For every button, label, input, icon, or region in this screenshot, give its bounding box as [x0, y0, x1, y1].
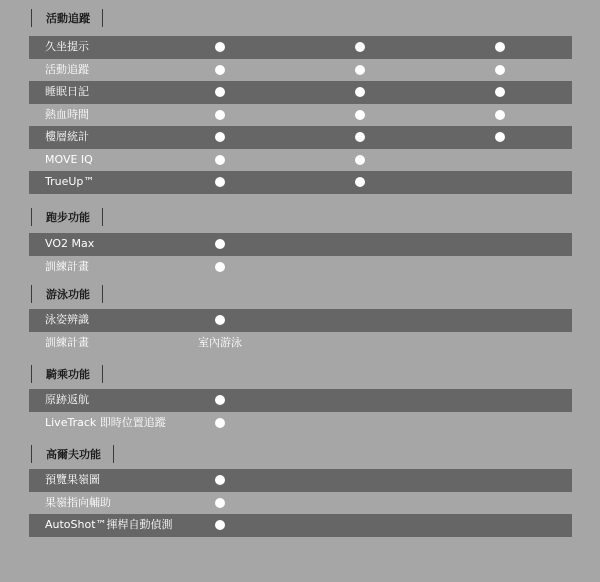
feature-label: 久坐提示 [45, 40, 89, 53]
feature-row [29, 233, 572, 256]
supported-dot-icon [215, 395, 225, 405]
section-swimming [29, 282, 572, 354]
feature-row [29, 126, 572, 149]
supported-dot-icon [215, 177, 225, 187]
divider [102, 208, 103, 226]
divider [102, 285, 103, 303]
feature-label: TrueUp™ [45, 175, 95, 188]
feature-label: 活動追蹤 [45, 62, 89, 76]
supported-dot-icon [495, 87, 505, 97]
section-title: 高爾夫功能 [46, 448, 101, 461]
supported-dot-icon [215, 520, 225, 530]
feature-row [29, 171, 572, 194]
supported-dot-icon [355, 177, 365, 187]
feature-label: 泳姿辨識 [45, 313, 89, 326]
supported-dot-icon [495, 110, 505, 120]
supported-dot-icon [355, 155, 365, 165]
section-header [29, 282, 572, 306]
section-title: 跑步功能 [46, 211, 90, 224]
feature-row [29, 412, 572, 435]
supported-dot-icon [355, 110, 365, 120]
divider [102, 365, 103, 383]
section-running [29, 205, 572, 278]
supported-dot-icon [495, 132, 505, 142]
supported-dot-icon [495, 65, 505, 75]
feature-row [29, 389, 572, 412]
supported-dot-icon [355, 87, 365, 97]
supported-dot-icon [215, 132, 225, 142]
supported-dot-icon [215, 262, 225, 272]
divider [31, 365, 32, 383]
supported-dot-icon [215, 87, 225, 97]
feature-row [29, 59, 572, 82]
section-header [29, 205, 572, 229]
section-header [29, 6, 572, 30]
feature-row [29, 256, 572, 279]
divider [31, 285, 32, 303]
feature-label: 熱血時間 [45, 107, 89, 121]
supported-dot-icon [215, 155, 225, 165]
divider [113, 445, 114, 463]
divider [31, 445, 32, 463]
feature-row [29, 36, 572, 59]
supported-dot-icon [355, 65, 365, 75]
feature-label: VO2 Max [45, 237, 95, 250]
supported-dot-icon [215, 315, 225, 325]
supported-dot-icon [215, 475, 225, 485]
feature-label: LiveTrack 即時位置追蹤 [45, 415, 166, 429]
feature-label: MOVE IQ [45, 152, 93, 166]
feature-label: 訓練計畫 [45, 335, 89, 349]
feature-label: 果嶺指向輔助 [45, 495, 111, 509]
section-title: 游泳功能 [46, 288, 90, 301]
feature-label: 訓練計畫 [45, 259, 89, 273]
supported-dot-icon [215, 418, 225, 428]
divider [102, 9, 103, 27]
supported-dot-icon [355, 42, 365, 52]
feature-row [29, 469, 572, 492]
supported-dot-icon [355, 132, 365, 142]
feature-value: 室內游泳 [198, 335, 242, 349]
section-cycling [29, 362, 572, 434]
section-title: 騎乘功能 [46, 368, 90, 381]
feature-label: AutoShot™揮桿自動偵測 [45, 518, 173, 531]
feature-label: 樓層統計 [45, 130, 89, 143]
feature-row [29, 81, 572, 104]
section-title: 活動追蹤 [46, 12, 90, 25]
feature-label: 原跡返航 [45, 393, 89, 406]
section-golf [29, 442, 572, 537]
supported-dot-icon [215, 498, 225, 508]
section-header [29, 442, 572, 466]
feature-label: 預覽果嶺圖 [45, 473, 100, 486]
feature-row [29, 309, 572, 332]
supported-dot-icon [215, 110, 225, 120]
feature-row [29, 492, 572, 515]
feature-row [29, 514, 572, 537]
divider [31, 208, 32, 226]
supported-dot-icon [495, 42, 505, 52]
section-activity-tracking [29, 6, 572, 194]
feature-row [29, 104, 572, 127]
supported-dot-icon [215, 42, 225, 52]
feature-label: 睡眠日記 [45, 85, 89, 98]
divider [31, 9, 32, 27]
section-header [29, 362, 572, 386]
feature-row [29, 332, 572, 355]
supported-dot-icon [215, 239, 225, 249]
supported-dot-icon [215, 65, 225, 75]
feature-row [29, 149, 572, 172]
